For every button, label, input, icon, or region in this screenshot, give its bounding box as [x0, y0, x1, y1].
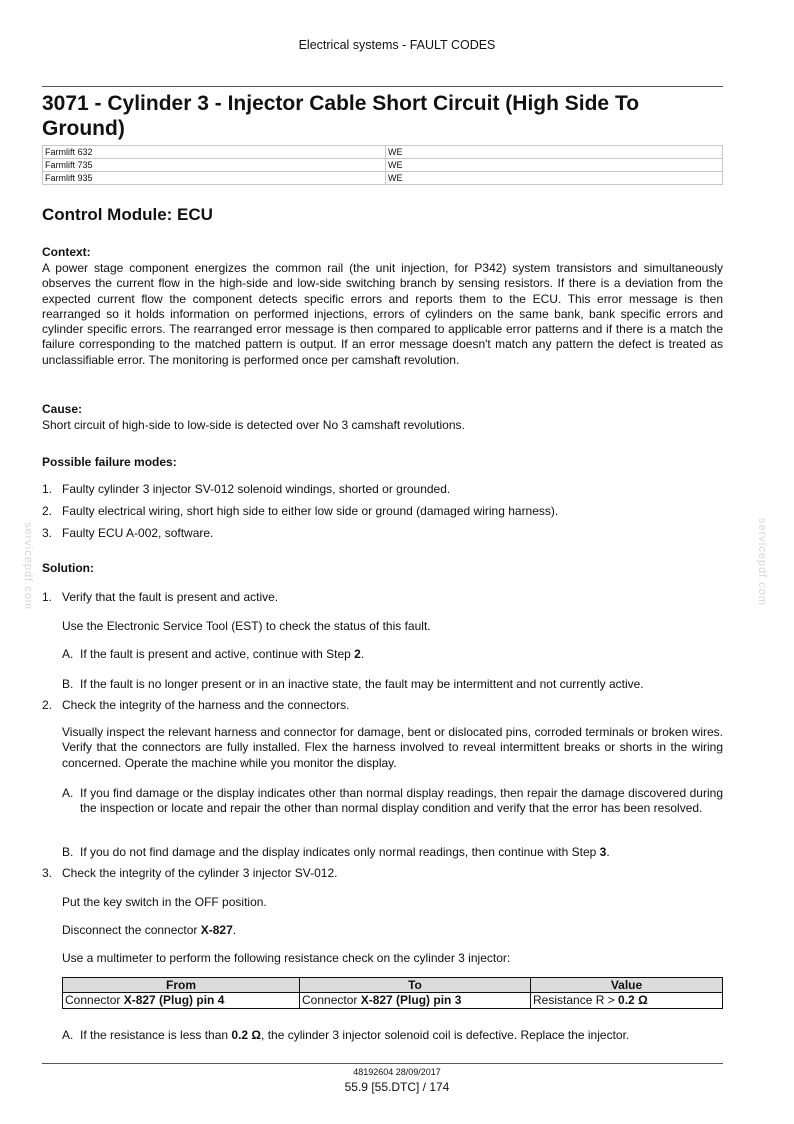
- watermark-right: servicepdf.com: [755, 518, 768, 606]
- list-number: 3.: [42, 526, 53, 540]
- context-text: A power stage component energizes the common rail (the unit injection, for P342) system transistors and simultaneously observes the current flow in the high-side and low-side switching branch by sensing resistors. If there is a deviation from the expected current flow the component detects specific errors and reports them to the ECU. This error message is then rearranged so it holds information on performed injections, errors of cylinders on the same bank, bank specific errors and cylinder specific errors. The rearranged error message is then compared to applicable error patterns and if there is a match the failure corresponding to the matched pattern is output. If an error message doesn't match any pattern the defect is treated as unclassifiable error. The monitoring is performed once per camshaft revolution.: [42, 261, 723, 367]
- substep-label: B.: [62, 677, 74, 691]
- table-row: [43, 172, 723, 185]
- model-value: WE: [386, 146, 723, 159]
- substep-label: A.: [62, 1028, 74, 1042]
- cause-label: Cause:: [42, 402, 83, 416]
- model-name: Farmlift 935: [43, 172, 386, 185]
- fault-title: 3071 - Cylinder 3 - Injector Cable Short Circuit (High Side To Ground): [42, 92, 640, 140]
- model-name: Farmlift 632: [43, 146, 386, 159]
- footer-doc-id: 48192604 28/09/2017: [353, 1067, 441, 1077]
- watermark-left: servicepdf.com: [21, 522, 34, 610]
- column-header: From: [63, 978, 300, 993]
- table-row: [63, 993, 723, 1009]
- failure-modes-label: Possible failure modes:: [42, 455, 177, 469]
- step-number: 1.: [42, 590, 53, 604]
- substep-text: If you find damage or the display indicates other than normal display readings, then repair the damage discovered during the inspection or locate and repair the other than normal display condition and verify that the error has been resolved.: [80, 786, 723, 816]
- footer-divider: [42, 1063, 723, 1064]
- step-text: Visually inspect the relevant harness and connector for damage, bent or dislocated pins, corroded terminals or broken wires. Verify that the connectors are fully installed. Flex the harness involved to reveal intermittent breaks or shorts in the wiring concerned. Operate the machine while you monitor the display.: [62, 725, 723, 770]
- step-text: Use a multimeter to perform the following resistance check on the cylinder 3 injector:: [62, 951, 511, 965]
- list-item: Faulty electrical wiring, short high side to either low side or ground (damaged wiring harness).: [62, 504, 559, 518]
- table-header-row: [63, 978, 723, 993]
- list-item: Faulty ECU A-002, software.: [62, 526, 214, 540]
- solution-label: Solution:: [42, 561, 94, 575]
- list-item: Faulty cylinder 3 injector SV-012 solenoid windings, shorted or grounded.: [62, 482, 451, 496]
- model-value: WE: [386, 159, 723, 172]
- substep-label: A.: [62, 647, 74, 661]
- table-cell: Resistance R > 0.2 Ω: [531, 993, 723, 1009]
- cause-text: Short circuit of high-side to low-side is detected over No 3 camshaft revolutions.: [42, 418, 465, 432]
- list-number: 1.: [42, 482, 53, 496]
- column-header: Value: [531, 978, 723, 993]
- substep-text: If the fault is present and active, continue with Step 2.: [80, 647, 365, 661]
- substep-label: A.: [62, 786, 74, 800]
- resistance-table: [62, 977, 723, 1009]
- table-row: [43, 146, 723, 159]
- substep-text: If you do not find damage and the display indicates only normal readings, then continue with Step 3.: [80, 845, 610, 859]
- table-cell: Connector X-827 (Plug) pin 4: [63, 993, 300, 1009]
- column-header: To: [300, 978, 531, 993]
- substep-text: If the resistance is less than 0.2 Ω, the cylinder 3 injector solenoid coil is defective. Replace the injector.: [80, 1028, 630, 1042]
- step-text: Use the Electronic Service Tool (EST) to check the status of this fault.: [62, 619, 431, 633]
- step-text: Put the key switch in the OFF position.: [62, 895, 267, 909]
- step-number: 3.: [42, 866, 53, 880]
- table-row: [43, 159, 723, 172]
- control-module-heading: Control Module: ECU: [42, 205, 213, 224]
- list-number: 2.: [42, 504, 53, 518]
- step-title: Check the integrity of the harness and the connectors.: [62, 698, 350, 712]
- running-header: Electrical systems - FAULT CODES: [298, 38, 496, 52]
- model-name: Farmlift 735: [43, 159, 386, 172]
- step-number: 2.: [42, 698, 53, 712]
- substep-label: B.: [62, 845, 74, 859]
- step-title: Verify that the fault is present and active.: [62, 590, 279, 604]
- table-cell: Connector X-827 (Plug) pin 3: [300, 993, 531, 1009]
- step-title: Check the integrity of the cylinder 3 injector SV-012.: [62, 866, 338, 880]
- model-value: WE: [386, 172, 723, 185]
- context-label: Context:: [42, 245, 91, 259]
- model-table: [42, 145, 723, 185]
- footer-page-number: 55.9 [55.DTC] / 174: [344, 1080, 450, 1094]
- step-text: Disconnect the connector X-827.: [62, 923, 237, 937]
- header-divider: [42, 86, 723, 87]
- substep-text: If the fault is no longer present or in an inactive state, the fault may be intermittent and not currently active.: [80, 677, 644, 691]
